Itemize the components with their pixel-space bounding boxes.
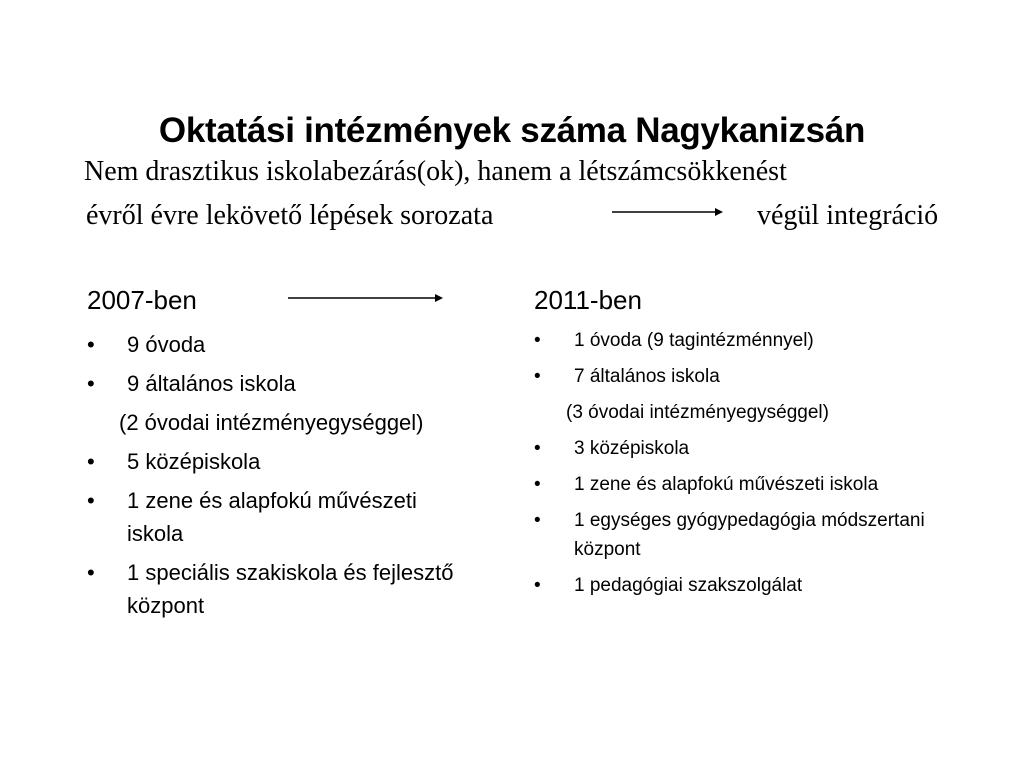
list-item: • 1 zene és alapfokú művészeti iskola [534,470,974,499]
right-column-heading: 2011-ben [534,285,642,315]
list-item: • 9 általános iskola [87,367,467,400]
list-item: • 7 általános iskola [534,362,974,391]
slide-title: Oktatási intézmények száma Nagykanizsán [158,111,866,150]
list-item: • 1 pedagógiai szakszolgálat [534,571,974,600]
arrow-right-icon [612,205,724,219]
subtitle-line-2-right: végül integráció [757,200,939,231]
list-item: • 5 középiskola [87,445,467,478]
list-item-note: (3 óvodai intézményegységgel) [566,402,829,423]
subtitle-line-1: Nem drasztikus iskolabezárás(ok), hanem a létszámcsökkenést [84,156,787,187]
list-item: • 1 óvoda (9 tagintézménnyel) [534,326,974,355]
list-item-note: (2 óvodai intézményegységgel) [119,410,424,435]
list-item: • 1 zene és alapfokú művészeti iskola [87,484,467,550]
arrow-right-icon [288,291,444,305]
list-item: • 3 középiskola [534,434,974,463]
left-column-list [87,328,467,628]
left-column-heading: 2007-ben [87,285,197,315]
list-item: • 9 óvoda [87,328,467,361]
subtitle-line-2-left: évről évre lekövető lépések sorozata [86,200,494,231]
list-item: • 1 speciális szakiskola és fejlesztő központ [87,556,467,622]
right-column-list [534,326,974,607]
list-item: • 1 egységes gyógypedagógia módszertani központ [534,506,974,564]
